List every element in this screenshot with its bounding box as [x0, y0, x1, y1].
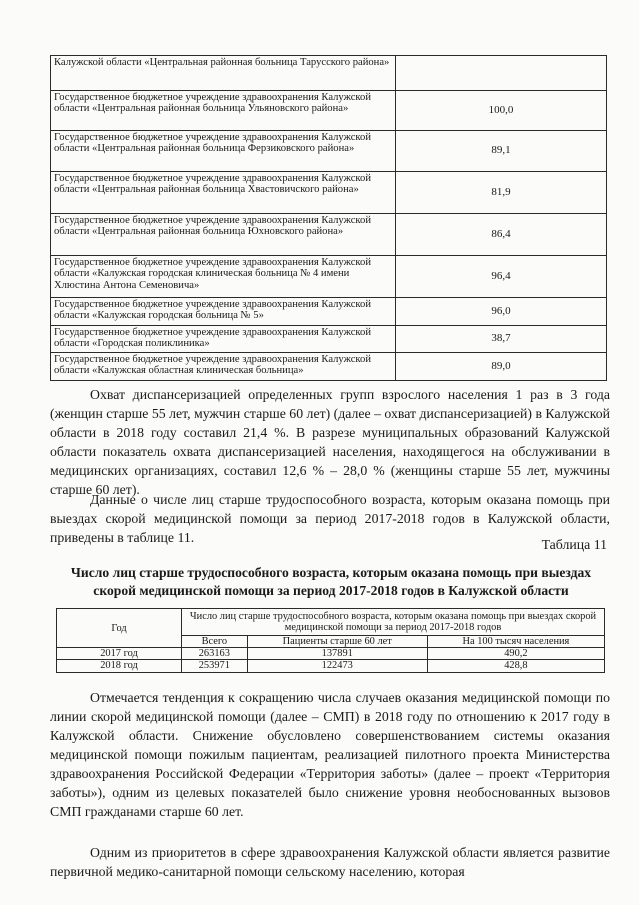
table-caption: Таблица 11 — [541, 537, 607, 552]
table-header-row — [57, 609, 605, 636]
over60-cell: 137891 — [247, 648, 427, 660]
org-name-cell: Государственное бюджетное учреждение здравоохранения Калужской области «Калужская городская клиническая больница № 4 имени Хлюстина Антона Семеновича» — [51, 256, 396, 298]
year-header: Год — [57, 609, 182, 648]
table-row — [51, 91, 607, 131]
per100k-cell: 490,2 — [427, 648, 604, 660]
total-header: Всего — [182, 636, 248, 648]
value-cell: 38,7 — [396, 326, 607, 353]
value-cell: 81,9 — [396, 172, 607, 214]
paragraph-dispensary-coverage: Охват диспансеризацией определенных групп взрослого населения 1 раз в 3 года (женщин старше 55 лет, мужчин старше 60 лет) (далее – охват диспансеризацией) в Калужской области в 2018 году составил 21,4 %. В разрезе муниципальных образований Калужской области показатель охвата диспансеризацией населения, находящегося на обслуживании в медицинских организациях, составил 12,6 % – 28,0 % (женщины старше 55 лет, мужчины старше 60 лет). — [50, 387, 610, 497]
value-cell: 96,4 — [396, 256, 607, 298]
org-name-cell: Государственное бюджетное учреждение здравоохранения Калужской области «Калужская областная клиническая больница» — [51, 353, 396, 381]
value-cell — [396, 56, 607, 91]
value-cell: 89,0 — [396, 353, 607, 381]
per100k-header: На 100 тысяч населения — [427, 636, 604, 648]
per100k-cell: 428,8 — [427, 660, 604, 672]
total-cell: 253971 — [182, 660, 248, 672]
table-row — [51, 131, 607, 172]
org-name-cell: Калужской области «Центральная районная больница Тарусского района» — [51, 56, 396, 91]
year-cell: 2018 год — [57, 660, 182, 672]
organizations-table — [50, 55, 607, 381]
paragraph-table-reference: Данные о числе лиц старше трудоспособного возраста, которым оказана помощь при выездах скорой медицинской помощи за период 2017-2018 годов в Калужской области, приведены в таблице 11. — [50, 492, 610, 545]
value-cell: 89,1 — [396, 131, 607, 172]
group-header: Число лиц старше трудоспособного возраста, которым оказана помощь при выездах скорой медицинской помощи за период 2017-2018 годов — [182, 609, 605, 636]
table-row — [51, 256, 607, 298]
table-row — [51, 326, 607, 353]
table-row — [51, 56, 607, 91]
org-name-cell: Государственное бюджетное учреждение здравоохранения Калужской области «Центральная районная больница Юхновского района» — [51, 214, 396, 256]
org-name-cell: Государственное бюджетное учреждение здравоохранения Калужской области «Центральная районная больница Ульяновского района» — [51, 91, 396, 131]
over60-header: Пациенты старше 60 лет — [247, 636, 427, 648]
org-name-cell: Государственное бюджетное учреждение здравоохранения Калужской области «Калужская городская больница № 5» — [51, 298, 396, 326]
org-name-cell: Государственное бюджетное учреждение здравоохранения Калужской области «Центральная районная больница Хвастовичского района» — [51, 172, 396, 214]
table-row — [51, 172, 607, 214]
value-cell: 86,4 — [396, 214, 607, 256]
total-cell: 263163 — [182, 648, 248, 660]
paragraph-ambulance-trend: Отмечается тенденция к сокращению числа случаев оказания медицинской помощи по линии скорой медицинской помощи (далее – СМП) в 2018 году по отношению к 2017 году в Калужской области. Снижение обусловлено совершенствованием системы оказания медицинской помощи пожилым пациентам, реализацией пилотного проекта Министерства здравоохранения Российской Федерации «Территория заботы» (далее – проект «Территория заботы»), одним из целевых показателей было снижение уровня необоснованных вызовов СМП гражданами старше 60 лет. — [50, 690, 610, 819]
year-cell: 2017 год — [57, 648, 182, 660]
table-row — [57, 660, 605, 672]
org-name-cell: Государственное бюджетное учреждение здравоохранения Калужской области «Центральная районная больница Ферзиковского района» — [51, 131, 396, 172]
org-name-cell: Государственное бюджетное учреждение здравоохранения Калужской области «Городская поликлиника» — [51, 326, 396, 353]
ambulance-table — [56, 608, 605, 673]
table-row — [51, 353, 607, 381]
value-cell: 96,0 — [396, 298, 607, 326]
table-row — [57, 648, 605, 660]
over60-cell: 122473 — [247, 660, 427, 672]
table-title: Число лиц старше трудоспособного возраста, которым оказана помощь при выездах скорой медицинской помощи за период 2017-2018 годов в Калужской области — [70, 565, 592, 598]
table-row — [51, 298, 607, 326]
value-cell: 100,0 — [396, 91, 607, 131]
table-row — [51, 214, 607, 256]
paragraph-rural-care: Одним из приоритетов в сфере здравоохранения Калужской области является развитие первичной медико-санитарной помощи сельскому населению, которая — [50, 845, 610, 879]
